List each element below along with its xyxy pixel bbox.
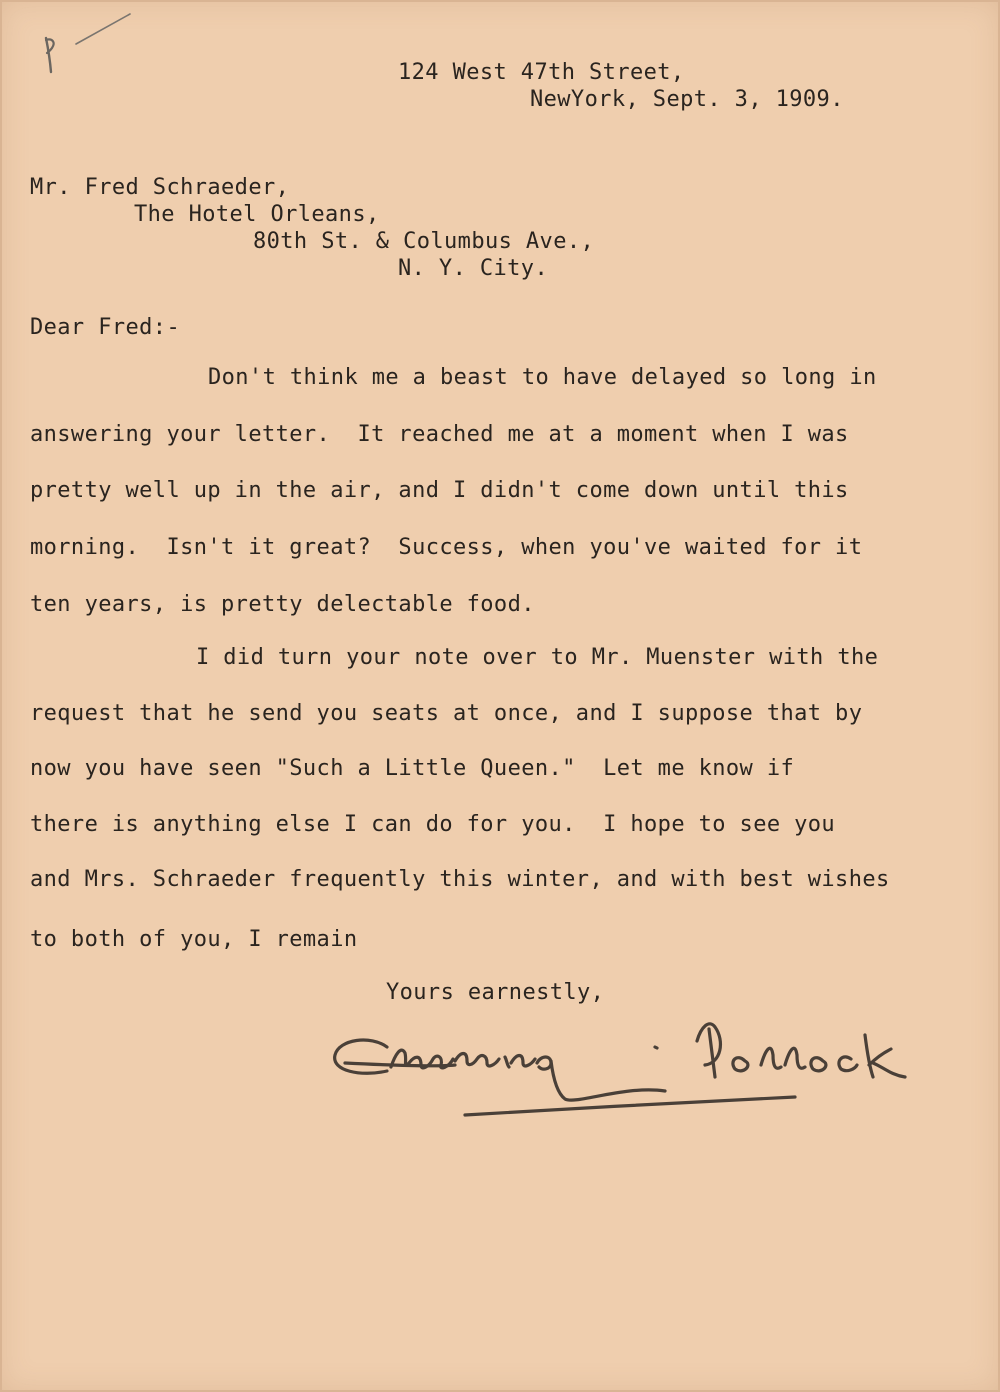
body-line: I did turn your note over to Mr. Muenster with the: [196, 645, 879, 670]
body-line: answering your letter. It reached me at a moment when I was: [30, 422, 849, 447]
body-line: to both of you, I remain: [30, 927, 358, 952]
recipient-name: Mr. Fred Schraeder,: [30, 175, 290, 200]
recipient-line-3: 80th St. & Columbus Ave.,: [253, 229, 595, 254]
recipient-line-4: N. Y. City.: [398, 256, 549, 281]
pencil-mark-icon: [38, 8, 138, 83]
body-line: morning. Isn't it great? Success, when you've waited for it: [30, 535, 863, 560]
address-line-1: 124 West 47th Street,: [398, 60, 685, 85]
body-line: Don't think me a beast to have delayed so long in: [208, 365, 877, 390]
body-line: now you have seen "Such a Little Queen." Let me know if: [30, 756, 795, 781]
body-line: and Mrs. Schraeder frequently this winter, and with best wishes: [30, 867, 890, 892]
salutation: Dear Fred:-: [30, 315, 181, 340]
body-line: request that he send you seats at once, and I suppose that by: [30, 701, 863, 726]
address-date-line: NewYork, Sept. 3, 1909.: [530, 87, 844, 112]
body-line: pretty well up in the air, and I didn't come down until this: [30, 478, 849, 503]
recipient-line-2: The Hotel Orleans,: [134, 202, 380, 227]
body-line: ten years, is pretty delectable food.: [30, 592, 535, 617]
body-line: there is anything else I can do for you. I hope to see you: [30, 812, 836, 837]
closing: Yours earnestly,: [386, 980, 605, 1005]
handwritten-signature: [325, 1005, 925, 1135]
